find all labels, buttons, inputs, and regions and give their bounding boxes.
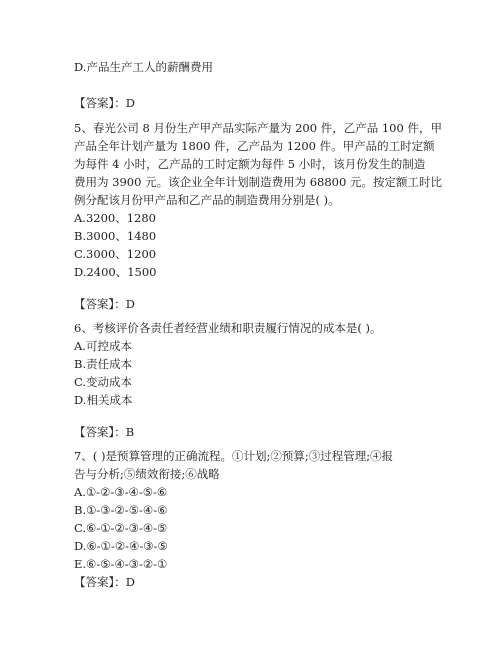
q5-text-line-2: 产品全年计划产量为 1800 件，乙产品为 1200 件。甲产品的工时定额 <box>74 139 435 153</box>
q7-text-line-2: 告与分析;⑤绩效衔接;⑥战略 <box>74 467 220 481</box>
q6-option-a: A.可控成本 <box>74 339 132 353</box>
q5-option-a: A.3200、1280 <box>74 211 156 225</box>
q5-option-d: D.2400、1500 <box>74 265 157 279</box>
q5-text-line-4: 费用为 3900 元。该企业全年计划制造费用为 68800 元。按定额工时比 <box>74 175 442 189</box>
q6-option-b: B.责任成本 <box>74 357 133 371</box>
q6-answer: 【答案】：B <box>74 425 135 439</box>
q6-text: 6、考核评价各责任者经营业绩和职责履行情况的成本是( )。 <box>74 321 382 335</box>
q5-text-line-5: 例分配该月份甲产品和乙产品的制造费用分别是( )。 <box>74 193 340 207</box>
q7-text-line-1: 7、( )是预算管理的正确流程。①计划;②预算;③过程管理;④报 <box>74 449 394 463</box>
q7-option-a: A.①-②-③-④-⑤-⑥ <box>74 485 168 499</box>
q7-answer: 【答案】：D <box>74 575 135 589</box>
q6-option-d: D.相关成本 <box>74 393 133 407</box>
q5-option-c: C.3000、1200 <box>74 247 157 261</box>
q5-option-b: B.3000、1480 <box>74 229 157 243</box>
q7-option-b: B.①-③-②-⑤-④-⑥ <box>74 503 168 517</box>
q7-option-c: C.⑥-①-②-③-④-⑤ <box>74 521 168 535</box>
q5-text-line-1: 5、春光公司 8 月份生产甲产品实际产量为 200 件，乙产品 100 件，甲 <box>74 121 442 135</box>
q4-answer: 【答案】：D <box>74 96 135 110</box>
q5-text-line-3: 为每件 4 小时，乙产品的工时定额为每件 5 小时，该月份发生的制造 <box>74 157 426 171</box>
q7-option-e: E.⑥-⑤-④-③-②-① <box>74 557 168 571</box>
q7-option-d: D.⑥-①-②-④-③-⑤ <box>74 539 168 553</box>
q4-option-d: D.产品生产工人的薪酬费用 <box>74 60 213 74</box>
q5-answer: 【答案】：D <box>74 297 135 311</box>
q6-option-c: C.变动成本 <box>74 375 133 389</box>
